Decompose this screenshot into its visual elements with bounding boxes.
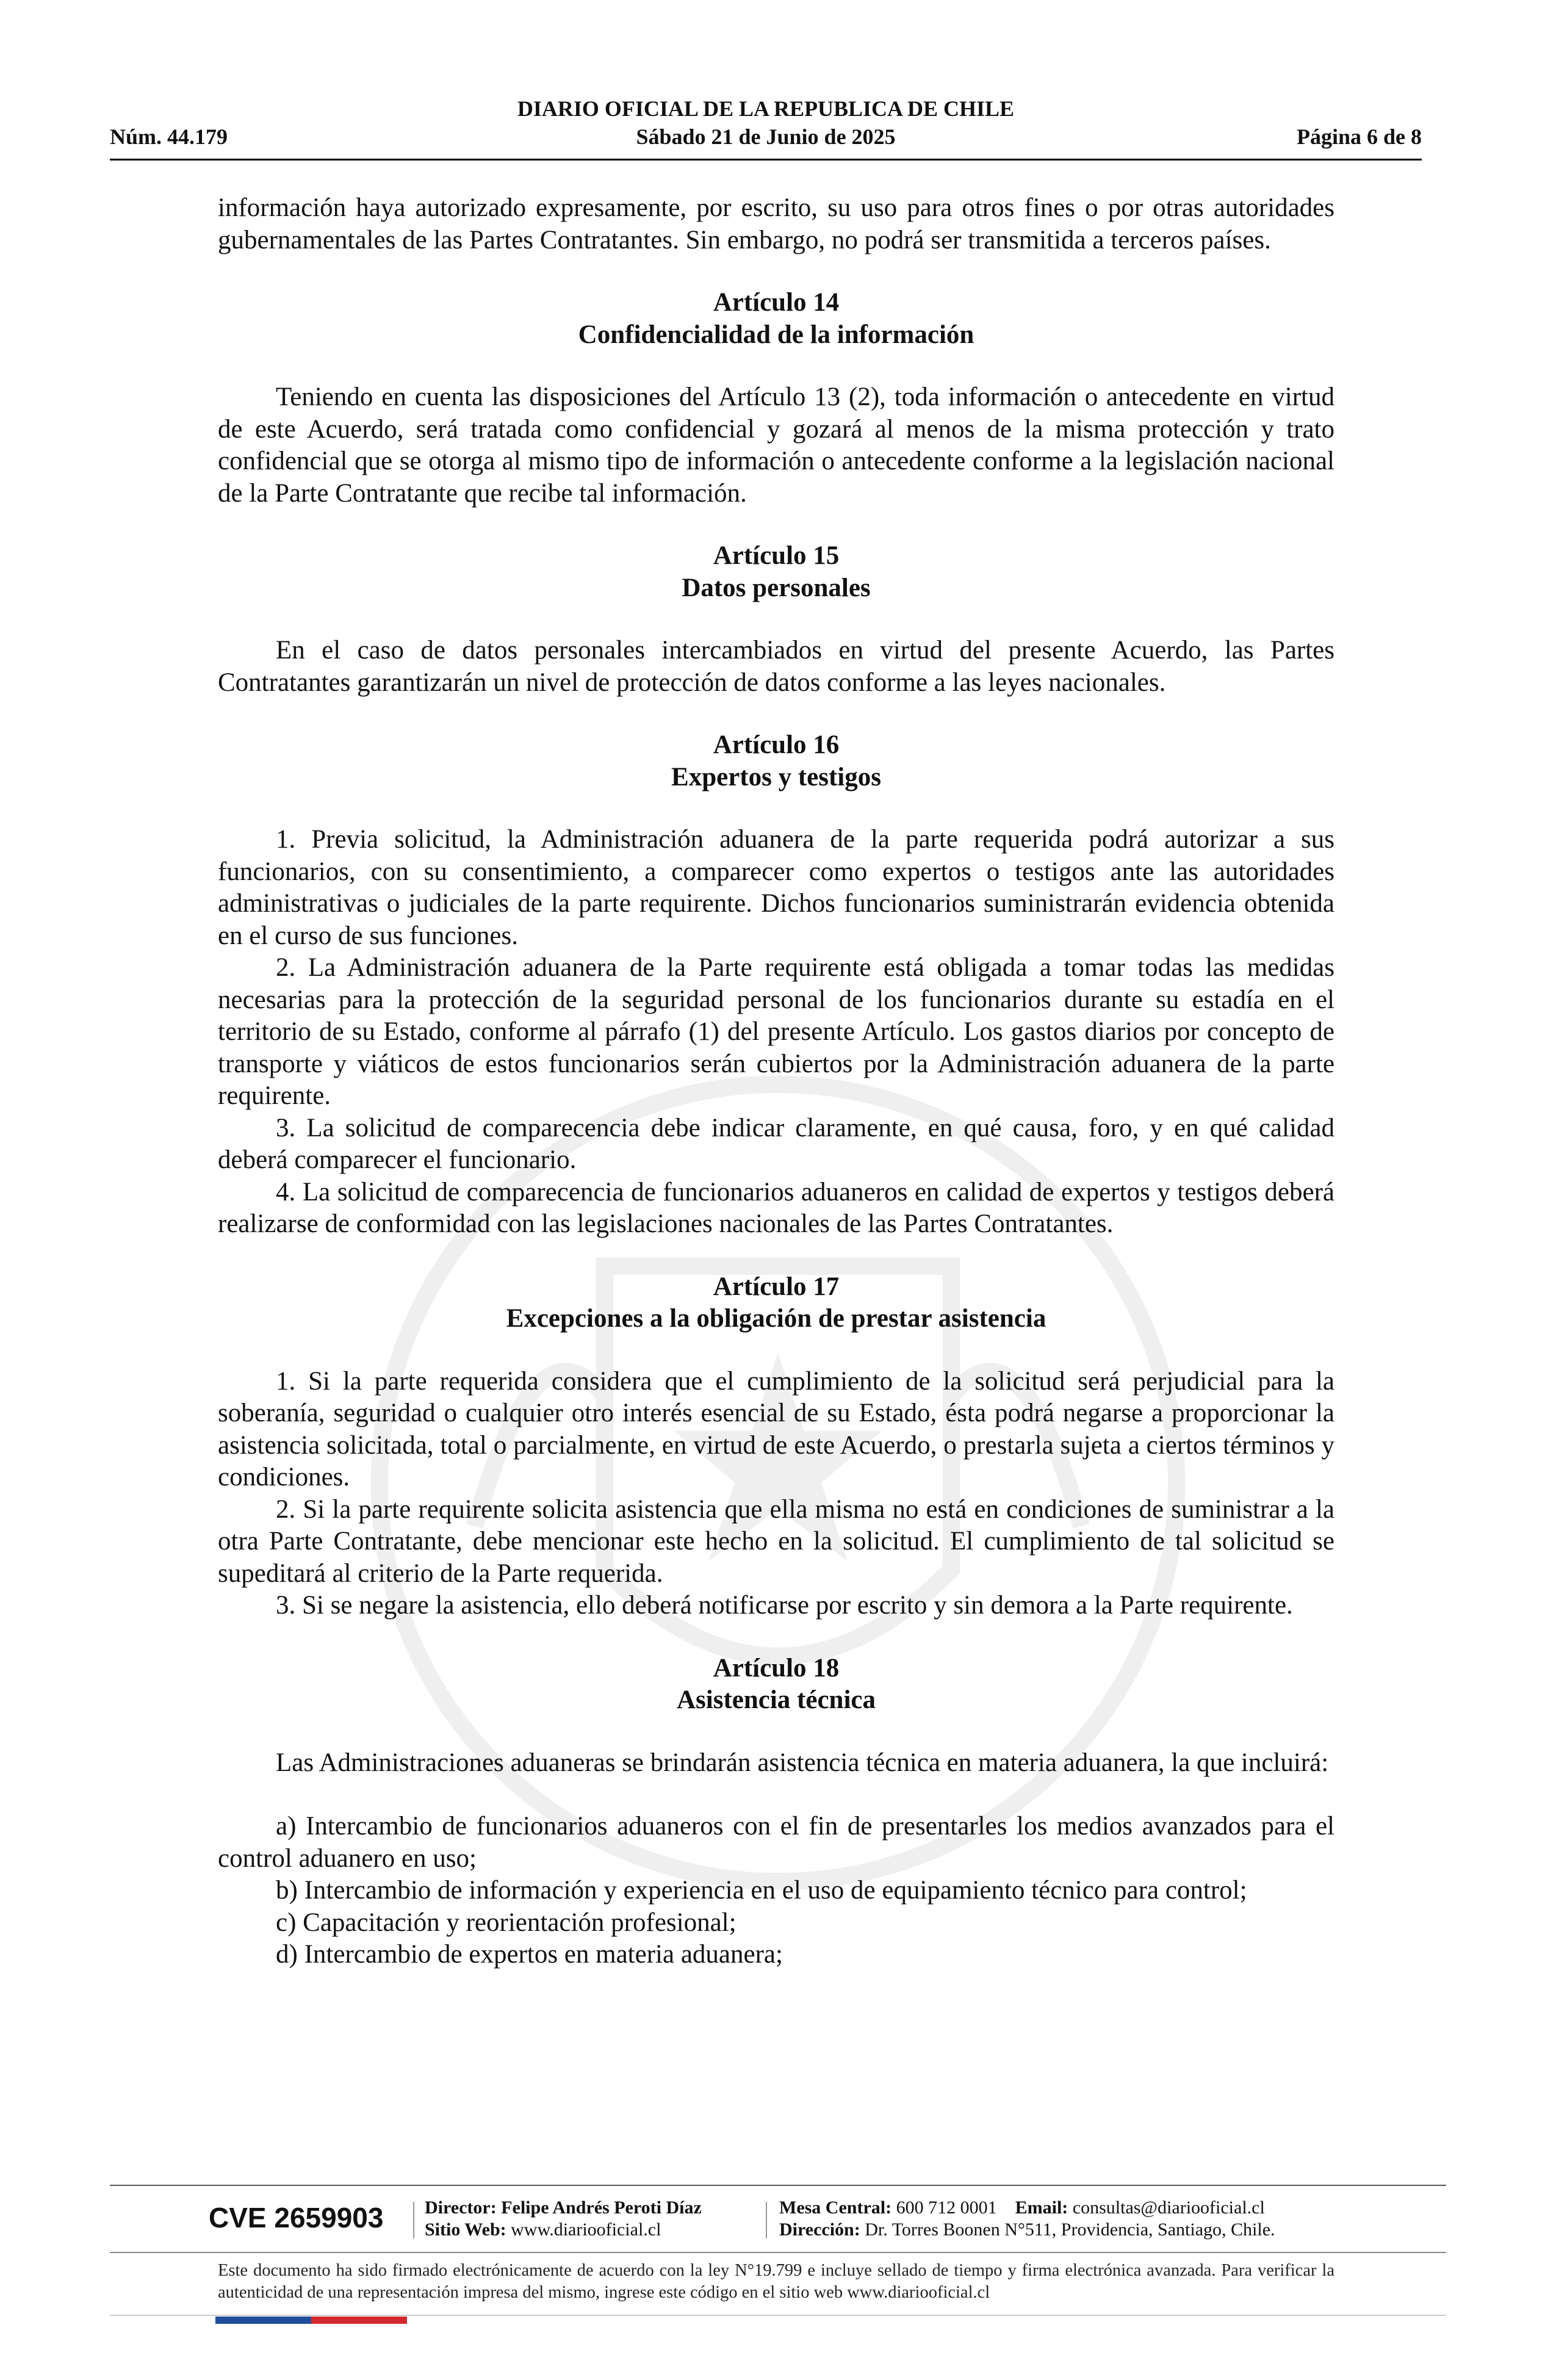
- address-label: Dirección:: [779, 2220, 860, 2240]
- issue-date: Sábado 21 de Junio de 2025: [636, 124, 896, 149]
- page-header: [110, 92, 1422, 160]
- paragraph: 4. La solicitud de comparecencia de funcionarios aduaneros en calidad de expertos y testigos deberá realizarse de conformidad con las legislaciones nacionales de las Partes Contratantes.: [218, 1177, 1334, 1238]
- legal-notice: Este documento ha sido firmado electrónicamente de acuerdo con la ley N°19.799 e incluye sellado de tiempo y firma electrónica avanzada. Para verificar la autenticidad de una representación impresa del mismo, ingrese este código en el sitio web www.diariooficial.cl: [218, 2261, 1334, 2302]
- flag-red-segment: [311, 2317, 407, 2324]
- web-label: Sitio Web:: [425, 2220, 506, 2240]
- cve-code: CVE 2659903: [209, 2202, 384, 2234]
- paragraph: 3. Si se negare la asistencia, ello deberá notificarse por escrito y sin demora a la Parte requirente.: [276, 1591, 1293, 1620]
- flag-blue-segment: [215, 2317, 311, 2324]
- flag-color-bar: [215, 2316, 407, 2323]
- list-item: a) Intercambio de funcionarios aduaneros con el fin de presentarles los medios avanzados para el control aduanero en uso;: [218, 1812, 1334, 1873]
- article-number: Artículo 17: [713, 1272, 840, 1301]
- director-label: Director:: [425, 2198, 497, 2218]
- mesa-label: Mesa Central:: [779, 2198, 892, 2218]
- intro-paragraph: información haya autorizado expresamente, por escrito, su uso para otros fines o por otras autoridades gubernamentales de las Partes Contratantes. Sin embargo, no podrá ser transmitida a terceros países.: [218, 193, 1334, 254]
- paragraph: 2. La Administración aduanera de la Parte requirente está obligada a tomar todas las medidas necesarias para la protección de la seguridad personal de los funcionarios durante su estadía en el territorio de su Estado, conforme al párrafo (1) del presente Artículo. Los gastos diarios por concepto de transporte y viáticos de estos funcionarios serán cubiertos por la Administración aduanera de la parte requirente.: [218, 953, 1334, 1110]
- article-15-heading: [218, 540, 1334, 604]
- address-text: Dr. Torres Boonen N°511, Providencia, Santiago, Chile.: [865, 2220, 1275, 2240]
- footer-contact: [779, 2197, 1275, 2241]
- article-title: Excepciones a la obligación de prestar asistencia: [506, 1304, 1046, 1333]
- web-link[interactable]: www.diariooficial.cl: [511, 2220, 661, 2240]
- article-number: Artículo 16: [713, 730, 840, 759]
- paragraph: Teniendo en cuenta las disposiciones del Artículo 13 (2), toda información o antecedente en virtud de este Acuerdo, será tratada como confidencial y gozará al menos de la misma protección y trato confidencial que se otorga al mismo tipo de información o antecedente conforme a la legislación nacional de la Parte Contratante que recibe tal información.: [218, 383, 1334, 508]
- article-16-heading: [218, 729, 1334, 793]
- list-item: b) Intercambio de información y experiencia en el uso de equipamiento técnico para control;: [276, 1876, 1247, 1905]
- footer-separator: [766, 2202, 767, 2238]
- article-17-heading: [218, 1271, 1334, 1335]
- issue-number: Núm. 44.179: [110, 124, 228, 149]
- article-number: Artículo 14: [713, 288, 840, 317]
- paragraph: 2. Si la parte requirente solicita asistencia que ella misma no está en condiciones de suministrar a la otra Parte Contratante, debe mencionar este hecho en la solicitud. El cumplimiento de tal solicitud se supeditará al criterio de la Parte requerida.: [218, 1495, 1334, 1588]
- document-body: [218, 192, 1334, 1971]
- paragraph: 1. Si la parte requerida considera que el cumplimiento de la solicitud será perjudicial para la soberanía, seguridad o cualquier otro interés esencial de su Estado, ésta podrá negarse a proporcionar la asistencia solicitada, total o parcialmente, en virtud de este Acuerdo, o prestarla sujeta a ciertos términos y condiciones.: [218, 1366, 1334, 1491]
- article-title: Asistencia técnica: [676, 1686, 876, 1714]
- article-number: Artículo 15: [713, 541, 840, 570]
- paragraph: Las Administraciones aduaneras se brindarán asistencia técnica en materia aduanera, la que incluirá:: [276, 1748, 1329, 1777]
- paragraph: 1. Previa solicitud, la Administración aduanera de la parte requerida podrá autorizar a sus funcionarios, con su consentimiento, a comparecer como expertos o testigos ante las autoridades administrativas o judiciales de la parte requirente. Dichos funcionarios suministrarán evidencia obtenida en el curso de sus funciones.: [218, 825, 1334, 950]
- footer-separator: [413, 2202, 414, 2238]
- director-name: Felipe Andrés Peroti Díaz: [501, 2198, 702, 2218]
- article-title: Expertos y testigos: [671, 762, 881, 792]
- newspaper-title: DIARIO OFICIAL DE LA REPUBLICA DE CHILE: [517, 96, 1015, 121]
- article-title: Confidencialidad de la información: [578, 320, 974, 349]
- footer-divider: [110, 2252, 1446, 2253]
- list-item: d) Intercambio de expertos en materia aduanera;: [276, 1940, 783, 1969]
- paragraph: En el caso de datos personales intercambiados en virtud del presente Acuerdo, las Partes Contratantes garantizarán un nivel de protección de datos conforme a las leyes nacionales.: [218, 636, 1334, 697]
- page-number: Página 6 de 8: [1296, 124, 1422, 149]
- paragraph: 3. La solicitud de comparecencia debe indicar claramente, en qué causa, foro, y en qué calidad deberá comparecer el funcionario.: [218, 1113, 1334, 1174]
- email-address[interactable]: consultas@diariooficial.cl: [1072, 2198, 1265, 2218]
- list-item: c) Capacitación y reorientación profesional;: [276, 1908, 737, 1937]
- article-14-heading: [218, 287, 1334, 351]
- email-label: Email:: [1015, 2198, 1068, 2218]
- article-18-heading: [218, 1653, 1334, 1717]
- footer-director: [425, 2197, 702, 2241]
- mesa-phone: 600 712 0001: [896, 2198, 997, 2218]
- article-number: Artículo 18: [713, 1653, 840, 1682]
- article-title: Datos personales: [682, 573, 871, 602]
